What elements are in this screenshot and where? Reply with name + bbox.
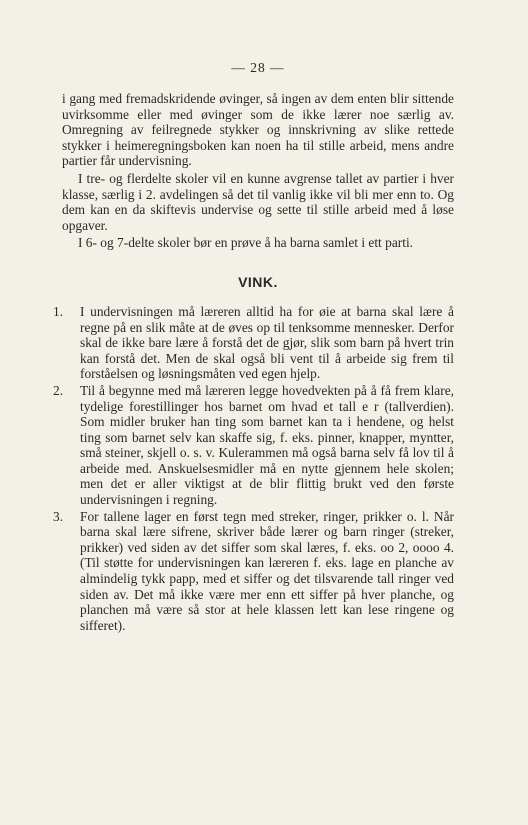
list-item bbox=[53, 382, 454, 508]
list-item bbox=[53, 303, 454, 382]
list-item bbox=[53, 508, 454, 634]
intro-paragraph-3: I 6- og 7-delte skoler bør en prøve å ha barna samlet i ett parti. bbox=[78, 235, 414, 251]
list-item-number: 2. bbox=[53, 382, 64, 398]
list-item-number: 1. bbox=[53, 303, 64, 319]
page-number: — 28 — bbox=[231, 60, 285, 75]
list-item-number: 3. bbox=[53, 508, 64, 524]
section-heading: VINK. bbox=[238, 273, 278, 290]
tips-list bbox=[53, 303, 454, 633]
list-item-text: For tallene lager en først tegn med streker, ringer, prikker o. l. Når barna skal lære sifrene, skriver både lærer og barn ringer (streker, prikker) ved siden av det siffer som skal læres, f. eks. oo 2, oooo 4. (Til støtte for undervisningen kan læreren f. eks. lage en planche av almindelig tykk papp, med et siffer og det tilsvarende tall ringer ved siden av. Det må ikke være mer enn ett siffer på hver planche, og planchen må være så stor at hele klassen lett kan lese ringene og sifferet). bbox=[80, 508, 454, 633]
list-item-text: I undervisningen må læreren alltid ha for øie at barna skal lære å regne på en slik måte at de øves op til tenksomme mennesker. Derfor skal de ikke bare lære å forstå det de gjør, slik som barn på hvert trin kan forstå det. Men de skal også bli vent til å arbeide sig frem til forståelsen og løsningsmåten ved egen hjelp. bbox=[80, 303, 454, 382]
list-item-text: Til å begynne med må læreren legge hovedvekten på å få frem klare, tydelige forestillinger hos barnet om hvad et tall e r (tallverdien). Som midler bruker han ting som barnet kan ta i hendene, og helst ting som barnet selv kan skaffe sig, f. eks. pinner, knapper, myntter, små steiner, skjell o. s. v. Kulerammen må også barna selv få lov til å arbeide med. Anskuelsesmidler må en nytte gjennem hele skolen; men det er aller viktigst at de blir flittig brukt ved den første undervisningen i regning. bbox=[80, 382, 454, 508]
intro-paragraph-1: i gang med fremadskridende øvinger, så ingen av dem enten blir sittende uvirksomme eller med øvinger som de ikke lærer noe særlig av. Omregning av feilregnede stykker og innskrivning av slike rettede stykker i heimeregningsboken kan noen ha til stille arbeid, mens andre partier får undervisning. bbox=[62, 91, 454, 169]
intro-paragraph-2: I tre- og flerdelte skoler vil en kunne avgrense tallet av partier i hver klasse, særlig i 2. avdelingen så det til vanlig ikke vil bli mer enn to. Og dem kan en da skiftevis undervise og sette til stille arbeid med å løse opgaver. bbox=[62, 170, 454, 233]
